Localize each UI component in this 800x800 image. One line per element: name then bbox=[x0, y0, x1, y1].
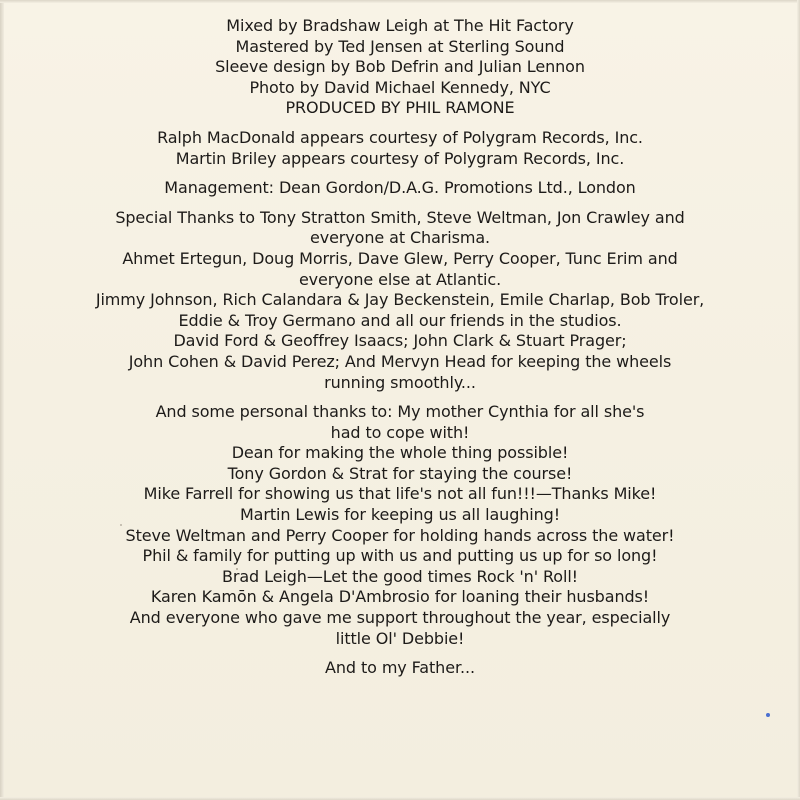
blue-ink-speck bbox=[766, 713, 770, 717]
credit-line: Management: Dean Gordon/D.A.G. Promotions Ltd., London bbox=[164, 178, 636, 198]
thanks-line: Jimmy Johnson, Rich Calandara & Jay Beckenstein, Emile Charlap, Bob Troler, bbox=[95, 290, 705, 310]
thanks-line: David Ford & Geoffrey Isaacs; John Clark & Stuart Prager; bbox=[173, 331, 627, 351]
thanks-line: Phil & family for putting up with us and putting us up for so long! bbox=[142, 546, 658, 566]
thanks-line: Mike Farrell for showing us that life's not all fun!!!—Thanks Mike! bbox=[143, 484, 657, 504]
thanks-line: Karen Kamōn & Angela D'Ambrosio for loaning their husbands! bbox=[150, 587, 650, 607]
courtesy-credits bbox=[0, 128, 800, 169]
special-thanks bbox=[0, 208, 800, 393]
personal-thanks bbox=[0, 402, 800, 649]
credit-line: Photo by David Michael Kennedy, NYC bbox=[249, 77, 551, 97]
page-edge-top bbox=[0, 0, 800, 3]
thanks-line: And some personal thanks to: My mother Cynthia for all she's bbox=[155, 402, 645, 422]
dedication bbox=[0, 658, 800, 679]
thanks-line: Brad Leigh—Let the good times Rock 'n' Roll! bbox=[222, 566, 578, 586]
producer-credit: PRODUCED BY PHIL RAMONE bbox=[285, 98, 515, 118]
thanks-line: everyone else at Atlantic. bbox=[298, 269, 502, 289]
thanks-line: Eddie & Troy Germano and all our friends in the studios. bbox=[178, 310, 622, 330]
thanks-line: had to cope with! bbox=[330, 422, 470, 442]
credits-text bbox=[0, 16, 800, 679]
thanks-line: running smoothly... bbox=[324, 372, 476, 392]
thanks-line: Ahmet Ertegun, Doug Morris, Dave Glew, Perry Cooper, Tunc Erim and bbox=[122, 248, 678, 268]
credit-line: Sleeve design by Bob Defrin and Julian Lennon bbox=[215, 57, 585, 77]
credit-line: Mastered by Ted Jensen at Sterling Sound bbox=[235, 36, 565, 56]
thanks-line: Martin Lewis for keeping us all laughing! bbox=[239, 505, 561, 525]
thanks-line: Dean for making the whole thing possible! bbox=[231, 443, 569, 463]
production-credits bbox=[0, 16, 800, 119]
credit-line: Ralph MacDonald appears courtesy of Polygram Records, Inc. bbox=[157, 127, 643, 147]
management-credit bbox=[0, 178, 800, 199]
thanks-line: Steve Weltman and Perry Cooper for holding hands across the water! bbox=[125, 525, 675, 545]
thanks-line: Tony Gordon & Strat for staying the course! bbox=[227, 463, 573, 483]
thanks-line: little Ol' Debbie! bbox=[335, 628, 465, 648]
credit-line: Mixed by Bradshaw Leigh at The Hit Factory bbox=[226, 16, 574, 35]
thanks-line: And everyone who gave me support throughout the year, especially bbox=[129, 608, 671, 628]
thanks-line: everyone at Charisma. bbox=[309, 228, 491, 248]
credit-line: Martin Briley appears courtesy of Polygram Records, Inc. bbox=[175, 148, 625, 168]
dedication-line: And to my Father... bbox=[325, 658, 475, 678]
thanks-line: Special Thanks to Tony Stratton Smith, Steve Weltman, Jon Crawley and bbox=[115, 207, 685, 227]
thanks-line: John Cohen & David Perez; And Mervyn Head for keeping the wheels bbox=[128, 351, 672, 371]
